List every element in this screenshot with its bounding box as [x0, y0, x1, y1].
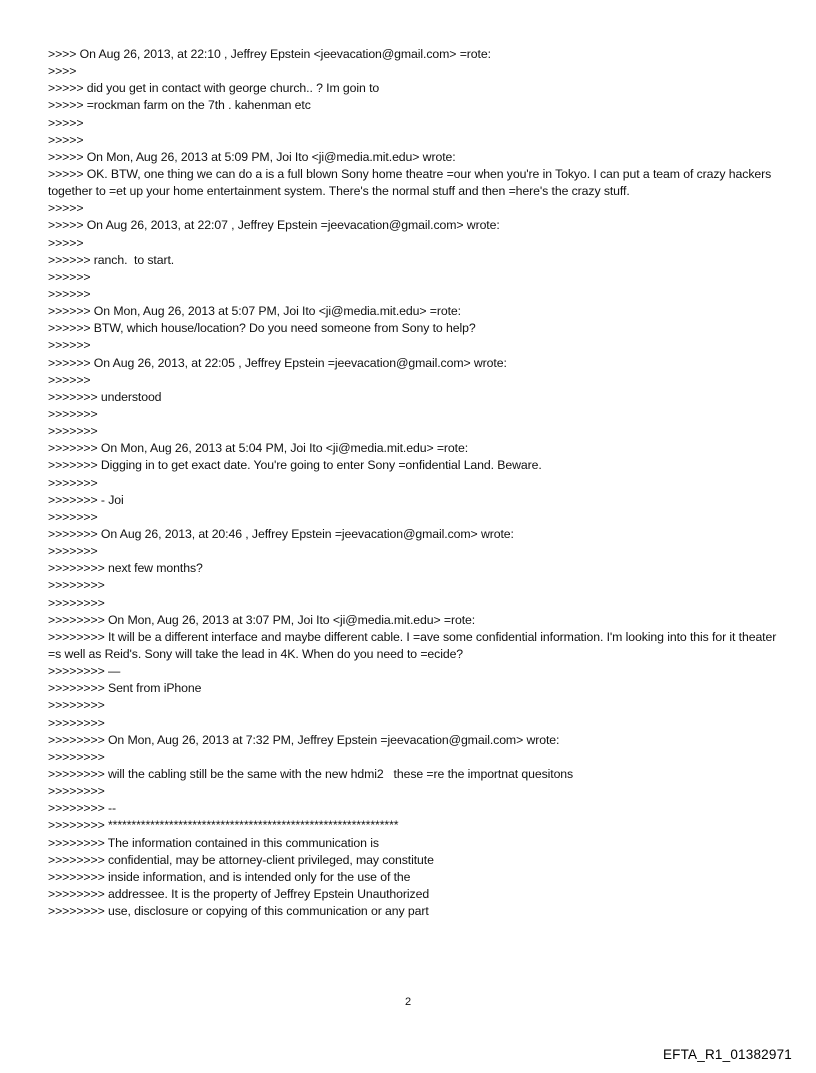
text-line: >>>>>	[48, 132, 84, 147]
text-line: >>>>>>>>	[48, 784, 105, 799]
text-line: >>>>>>>	[48, 424, 98, 439]
text-line: >>>>> did you get in contact with george church.. ? Im goin to	[48, 81, 380, 96]
text-line: >>>>>> ranch. to start.	[48, 252, 175, 267]
text-line: >>>>>> On Aug 26, 2013, at 22:05 , Jeffrey Epstein =jeevacation@gmail.com> wrote:	[48, 355, 507, 370]
text-line: >>>>> On Mon, Aug 26, 2013 at 5:09 PM, Joi Ito <ji@media.mit.edu> wrote:	[48, 149, 456, 164]
text-line: >>>>>>>> inside information, and is intended only for the use of the	[48, 869, 411, 884]
text-line: >>>>>> BTW, which house/location? Do you need someone from Sony to help?	[48, 321, 476, 336]
text-line: >>>>>>>>	[48, 578, 105, 593]
text-line: >>>>>>>> confidential, may be attorney-client privileged, may constitute	[48, 852, 434, 867]
text-line: >>>>>>>> use, disclosure or copying of this communication or any part	[48, 904, 429, 919]
text-line: >>>>>>>	[48, 509, 98, 524]
text-line: >>>>>>	[48, 338, 91, 353]
text-line: >>>>>>> On Mon, Aug 26, 2013 at 5:04 PM, Joi Ito <ji@media.mit.edu> =rote:	[48, 441, 469, 456]
document-id-stamp: EFTA_R1_01382971	[662, 1047, 792, 1062]
text-line: >>>>>>> Digging in to get exact date. You're going to enter Sony =onfidential Land. Beware.	[48, 458, 542, 473]
text-line: >>>>> On Aug 26, 2013, at 22:07 , Jeffrey Epstein =jeevacation@gmail.com> wrote:	[48, 218, 500, 233]
text-line: >>>>>>> - Joi	[48, 492, 124, 507]
text-line: >>>>>>>> **************************************************************	[48, 818, 399, 833]
text-line: >>>>>>>> It will be a different interface and maybe different cable. I =ave some confidential information. I'm looking into this for it theater =s well as Reid's. Sony will take the lead in 4K. When do you need to =ecide?	[48, 629, 780, 661]
text-line: >>>>>> On Mon, Aug 26, 2013 at 5:07 PM, Joi Ito <ji@media.mit.edu> =rote:	[48, 304, 461, 319]
text-line: >>>>>>	[48, 287, 91, 301]
text-line: >>>>>>> On Aug 26, 2013, at 20:46 , Jeffrey Epstein =jeevacation@gmail.com> wrote:	[48, 526, 514, 541]
text-line: >>>>>>>>	[48, 715, 105, 730]
text-line: >>>>>>>> addressee. It is the property of Jeffrey Epstein Unauthorized	[48, 886, 430, 901]
text-line: >>>>>>>> —	[48, 664, 121, 679]
text-line: >>>>>	[48, 201, 84, 216]
text-line: >>>>>>>> will the cabling still be the same with the new hdmi2 these =re the importnat quesitons	[48, 766, 574, 781]
text-line: >>>>	[48, 64, 77, 79]
text-line: >>>>>>	[48, 372, 91, 387]
text-line: >>>>>>>> On Mon, Aug 26, 2013 at 7:32 PM, Jeffrey Epstein =jeevacation@gmail.com> wrote:	[48, 732, 560, 747]
text-line: >>>>>>>> Sent from iPhone	[48, 681, 202, 696]
email-thread-body	[48, 46, 778, 920]
text-line: >>>> On Aug 26, 2013, at 22:10 , Jeffrey Epstein <jeevacation@gmail.com> =rote:	[48, 47, 491, 61]
text-line: >>>>>>>> next few months?	[48, 561, 203, 576]
text-line: >>>>>>>> On Mon, Aug 26, 2013 at 3:07 PM, Joi Ito <ji@media.mit.edu> =rote:	[48, 612, 476, 627]
text-line: >>>>>	[48, 235, 84, 250]
text-line: >>>>>>>>	[48, 698, 105, 713]
page-number: 2	[404, 996, 412, 1008]
text-line: >>>>> =rockman farm on the 7th . kahenman etc	[48, 98, 311, 113]
text-line: >>>>> OK. BTW, one thing we can do a is a full blown Sony home theatre =our when you're in Tokyo. I can put a team of crazy hackers together to =et up your home entertainment system. There's the normal stuff and then =here's the crazy stuff.	[48, 166, 775, 199]
text-line: >>>>>>>> The information contained in this communication is	[48, 835, 379, 850]
text-line: >>>>>>> understood	[48, 389, 162, 404]
text-line: >>>>>>>> --	[48, 801, 116, 816]
text-line: >>>>>	[48, 115, 84, 130]
text-line: >>>>>>>>	[48, 749, 105, 764]
text-line: >>>>>>>	[48, 406, 98, 421]
text-line: >>>>>>>>	[48, 595, 105, 610]
text-line: >>>>>>	[48, 269, 91, 284]
text-line: >>>>>>>	[48, 544, 98, 559]
text-line: >>>>>>>	[48, 475, 98, 490]
